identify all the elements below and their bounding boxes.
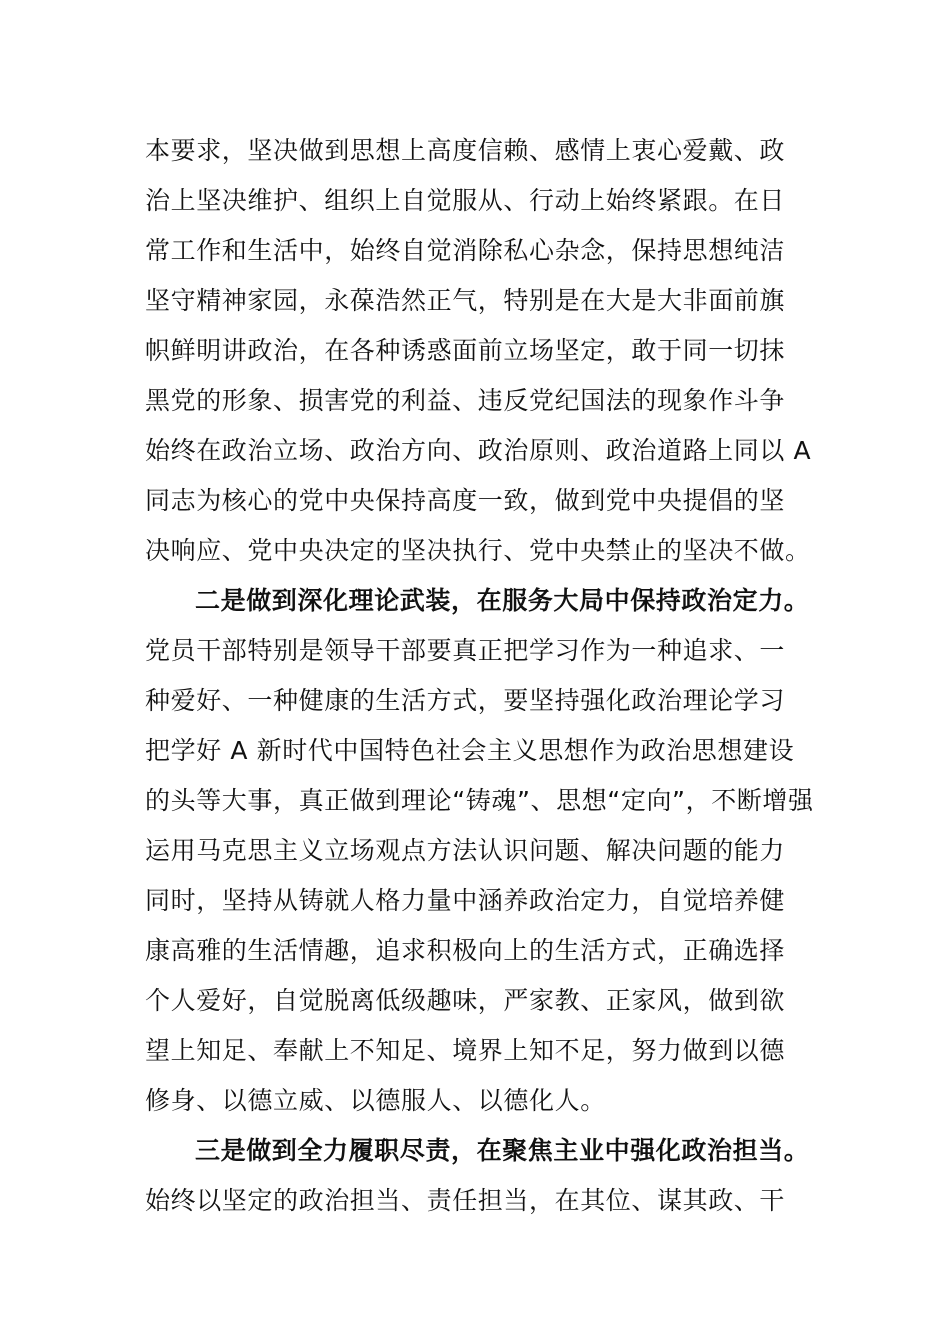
text-line: 坚守精神家园，永葆浩然正气，特别是在大是大非面前旗: [145, 286, 786, 315]
text-line: 始终在政治立场、政治方向、政治原则、政治道路上同以 A: [145, 436, 812, 465]
text-line: 望上知足、奉献上不知足、境界上知不足，努力做到以德: [145, 1036, 786, 1065]
section-heading: 三是做到全力履职尽责，在聚焦主业中强化政治担当。: [195, 1136, 810, 1165]
text-line: 同时，坚持从铸就人格力量中涵养政治定力，自觉培养健: [145, 886, 786, 915]
text-line: 决响应、党中央决定的坚决执行、党中央禁止的坚决不做。: [145, 536, 811, 565]
text-line: 运用马克思主义立场观点方法认识问题、解决问题的能力: [145, 836, 786, 865]
text-line: 修身、以德立威、以德服人、以德化人。: [145, 1086, 606, 1115]
document-body: [145, 126, 817, 1226]
text-line: 始终以坚定的政治担当、责任担当，在其位、谋其政、干: [145, 1186, 786, 1215]
text-line: 种爱好、一种健康的生活方式，要坚持强化政治理论学习: [145, 686, 786, 715]
text-line: 治上坚决维护、组织上自觉服从、行动上始终紧跟。在日: [145, 186, 786, 215]
text-line: 同志为核心的党中央保持高度一致，做到党中央提倡的坚: [145, 486, 786, 515]
text-line: 本要求，坚决做到思想上高度信赖、感情上衷心爱戴、政: [145, 136, 786, 165]
text-line: 常工作和生活中，始终自觉消除私心杂念，保持思想纯洁: [145, 236, 786, 265]
text-line: 把学好 A 新时代中国特色社会主义思想作为政治思想建设: [145, 736, 795, 765]
text-line: 帜鲜明讲政治，在各种诱惑面前立场坚定，敢于同一切抹: [145, 336, 786, 365]
text-line: 的头等大事，真正做到理论“铸魂”、思想“定向”，不断增强: [145, 786, 814, 815]
text-line: 黑党的形象、损害党的利益、违反党纪国法的现象作斗争: [145, 386, 786, 415]
text-line: 党员干部特别是领导干部要真正把学习作为一种追求、一: [145, 636, 786, 665]
section-heading: 二是做到深化理论武装，在服务大局中保持政治定力。: [195, 586, 810, 615]
text-line: 康高雅的生活情趣，追求积极向上的生活方式，正确选择: [145, 936, 786, 965]
text-line: 个人爱好，自觉脱离低级趣味，严家教、正家风，做到欲: [145, 986, 786, 1015]
